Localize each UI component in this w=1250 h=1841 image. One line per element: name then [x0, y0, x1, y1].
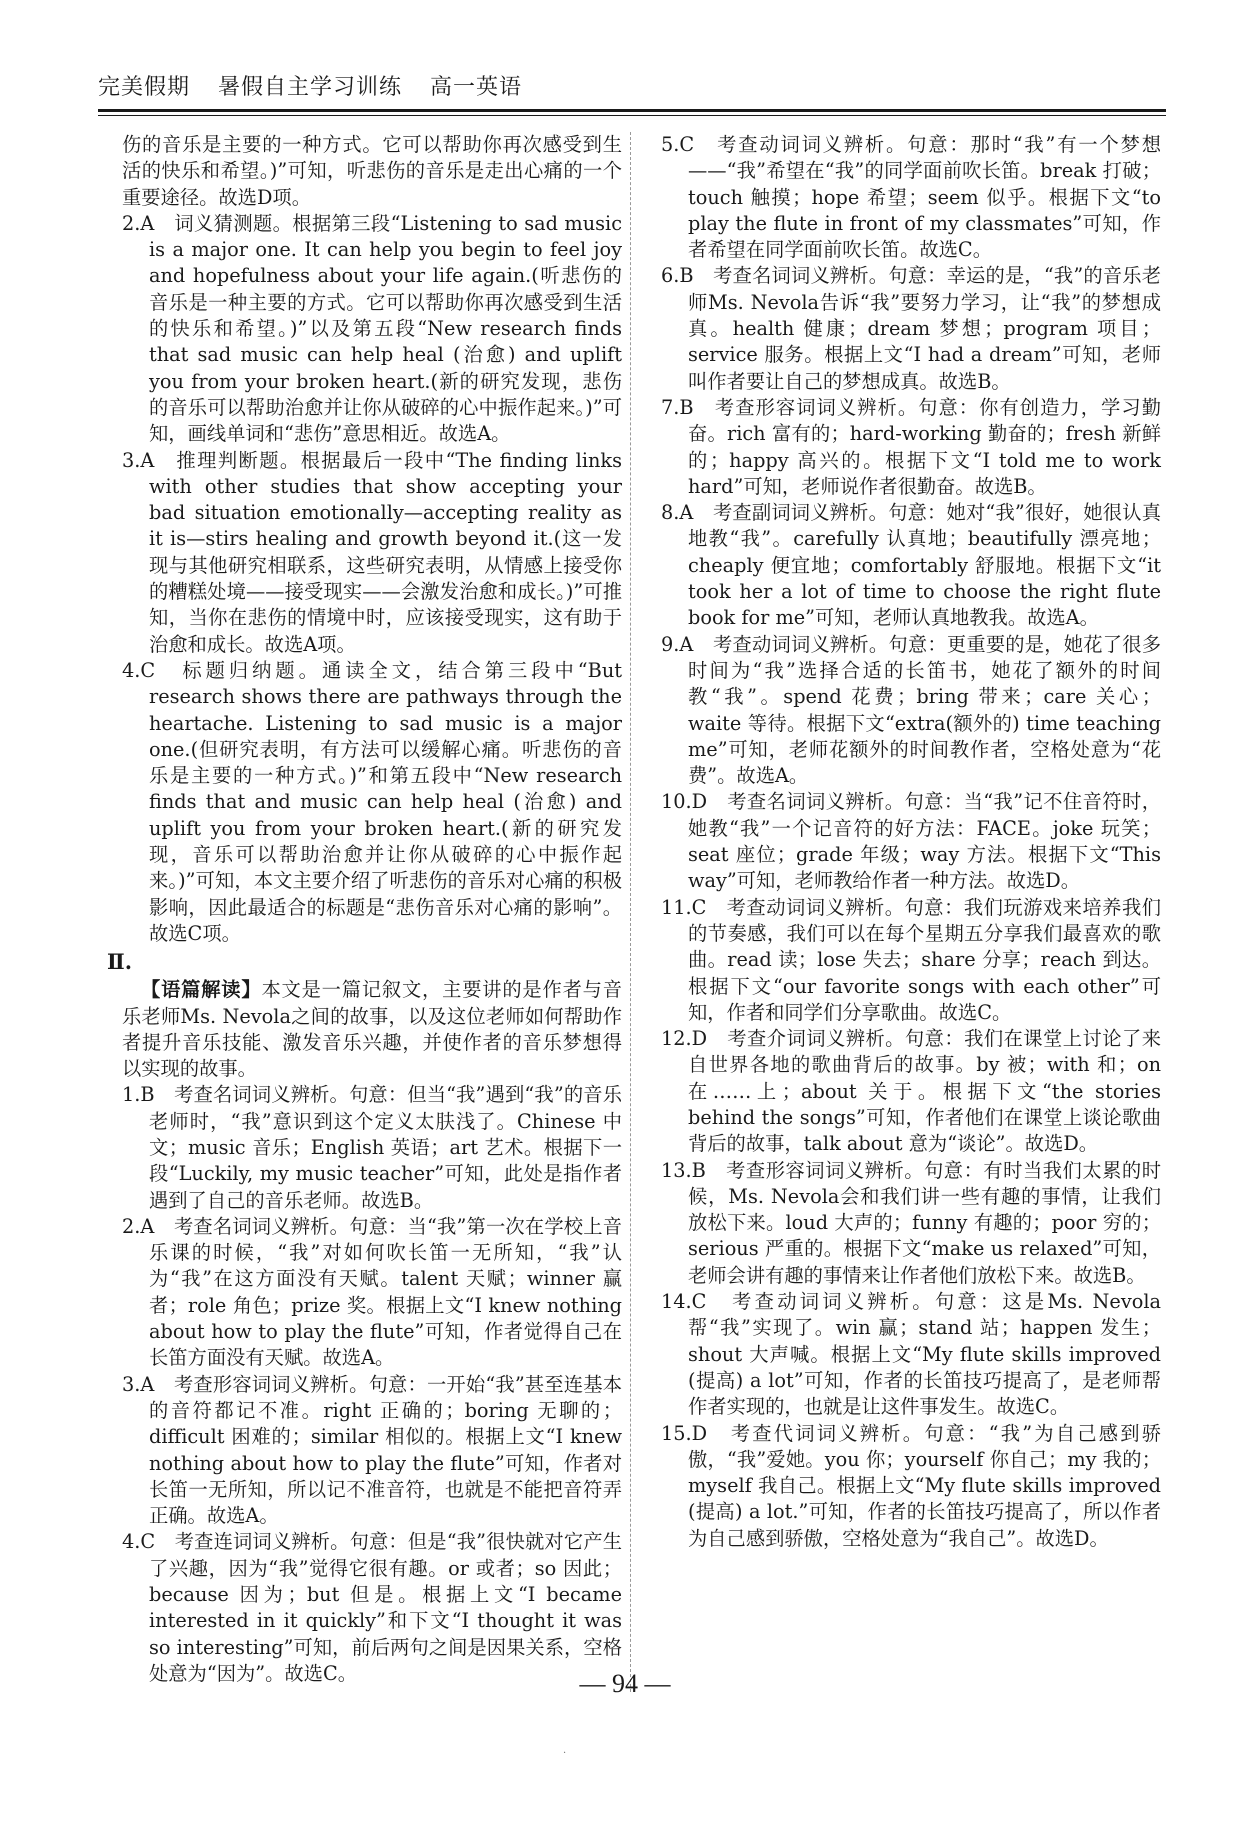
answer-item: 4.C 考查连词词义辨析。句意：但是“我”很快就对它产生了兴趣，因为“我”觉得它很有趣。or 或者；so 因此；because 因为；but 但是。根据上文“I became interested in it quickly”和下文“I thought it was so interesting”可知，前后两句之间是因果关系，空格处意为“因为”。故选C。 [122, 1530, 622, 1685]
continued-paragraph: 伤的音乐是主要的一种方式。它可以帮助你再次感受到生活的快乐和希望。)”可知，听悲伤的音乐是走出心痛的一个重要途径。故选D项。 [122, 133, 622, 209]
answer-item: 3.A 考查形容词词义辨析。句意：一开始“我”甚至连基本的音符都记不准。right 正确的；boring 无聊的；difficult 困难的；similar 相似的。根据上文“I knew nothing about how to play the flute”可知，作者对长笛一无所知，所以记不准音符，也就是不能把音符弄正确。故选A。 [122, 1372, 622, 1528]
running-header [98, 70, 1166, 101]
answer-item: 5.C 考查动词词义辨析。句意：那时“我”有一个梦想——“我”希望在“我”的同学面前吹长笛。break 打破；touch 触摸；hope 希望；seem 似乎。根据下文“to play the flute in front of my classmates”可知，作者希望在同学面前吹长笛。故选C。 [661, 133, 1161, 262]
header-title: 暑假自主学习训练 [218, 75, 403, 100]
passage-analysis-label: 【语篇解读】 [141, 978, 262, 1002]
answer-item: 4.C 标题归纳题。通读全文，结合第三段中“But research shows there are pathways through the heartache. Listening to sad music is a major one.(但研究表明，有方法可以缓解心痛。听悲伤的音乐是主要的一种方式。)”和第五段中“New research finds that and music can help heal (治愈) and uplift you from your broken heart.(新的研究发现，音乐可以帮助治愈并让你从破碎的心中振作起来。)”可知，本文主要介绍了听悲伤的音乐对心痛的积极影响，因此最适合的标题是“悲伤音乐对心痛的影响”。故选C项。 [122, 658, 622, 945]
answer-item: 9.A 考查动词词义辨析。句意：更重要的是，她花了很多时间为“我”选择合适的长笛书，她花了额外的时间教“我”。spend 花费；bring 带来；care 关心；waite 等待。根据下文“extra(额外的) time teaching me”可知，老师花额外的时间教作者，空格处意为“花费”。故选A。 [661, 632, 1161, 788]
right-column [661, 132, 1161, 1552]
answer-item: 8.A 考查副词词义辨析。句意：她对“我”很好，她很认真地教“我”。carefully 认真地；beautifully 漂亮地；cheaply 便宜地；comfortably 舒服地。根据下文“it took her a lot of time to choose the right flute book for me”可知，老师认真地教我。故选A。 [661, 501, 1161, 630]
passage-analysis-text: 本文是一篇记叙文，主要讲的是作者与音乐老师Ms. Nevola之间的故事，以及这位老师如何帮助作者提升音乐技能、激发音乐兴趣，并使作者的音乐梦想得以实现的故事。 [122, 978, 623, 1081]
header-subject: 高一英语 [430, 75, 523, 100]
answer-item: 14.C 考查动词词义辨析。句意：这是Ms. Nevola帮“我”实现了。win 赢；stand 站；happen 发生；shout 大声喊。根据上文“My flute skills improved (提高) a lot”可知，作者的长笛技巧提高了，是老师帮作者实现的，也就是让这件事发生。故选C。 [661, 1290, 1161, 1419]
page-number: — 94 — [579, 1669, 671, 1698]
header-rule-thin [98, 115, 1166, 116]
section-label: Ⅱ. [107, 949, 133, 975]
answer-item: 10.D 考查名词词义辨析。句意：当“我”记不住音符时，她教“我”一个记音符的好方法：FACE。joke 玩笑；seat 座位；grade 年级；way 方法。根据下文“This way”可知，老师教给作者一种方法。故选D。 [661, 790, 1161, 893]
answer-item: 11.C 考查动词词义辨析。句意：我们玩游戏来培养我们的节奏感，我们可以在每个星期五分享我们最喜欢的歌曲。read 读；lose 失去；share 分享；reach 到达。根据下文“our favorite songs with each other”可知，作者和同学们分享歌曲。故选C。 [661, 895, 1161, 1024]
answer-item: 13.B 考查形容词词义辨析。句意：有时当我们太累的时候，Ms. Nevola会和我们讲一些有趣的事情，让我们放松下来。loud 大声的；funny 有趣的；poor 穷的；serious 严重的。根据下文“make us relaxed”可知，老师会讲有趣的事情来让作者他们放松下来。故选B。 [661, 1158, 1161, 1287]
header-rule-thick [98, 109, 1166, 112]
answer-item: 3.A 推理判断题。根据最后一段中“The finding links with other studies that show accepting your bad situation emotionally—accepting reality as it is—stirs healing and growth beyond it.(这一发现与其他研究相联系，这些研究表明，从情感上接受你的糟糕处境——接受现实——会激发治愈和成长。)”可推知，当你在悲伤的情境中时，应该接受现实，这有助于治愈和成长。故选A项。 [122, 448, 622, 656]
answer-item: 7.B 考查形容词词义辨析。句意：你有创造力，学习勤奋。rich 富有的；hard-working 勤奋的；fresh 新鲜的；happy 高兴的。根据下文“I told me to work hard”可知，老师说作者很勤奋。故选B。 [661, 395, 1161, 498]
answer-item: 15.D 考查代词词义辨析。句意：“我”为自己感到骄傲，“我”爱她。you 你；yourself 你自己；my 我的；myself 我自己。根据上文“My flute skills improved (提高) a lot.”可知，作者的长笛技巧提高了，所以作者为自己感到骄傲，空格处意为“我自己”。故选D。 [661, 1421, 1161, 1550]
decorative-dot: · [563, 1748, 567, 1759]
answer-item: 1.B 考查名词词义辨析。句意：但当“我”遇到“我”的音乐老师时，“我”意识到这个定义太肤浅了。Chinese 中文；music 音乐；English 英语；art 艺术。根据下一段“Luckily, my music teacher”可知，此处是指作者遇到了自己的音乐老师。故选B。 [122, 1083, 622, 1212]
left-column [107, 132, 623, 1687]
answer-item: 12.D 考查介词词义辨析。句意：我们在课堂上讨论了来自世界各地的歌曲背后的故事。by 被；with 和；on 在……上；about 关于。根据下文“the stories behind the songs”可知，作者他们在课堂上谈论歌曲背后的故事，talk about 意为“谈论”。故选D。 [661, 1027, 1161, 1156]
answer-item: 2.A 考查名词词义辨析。句意：当“我”第一次在学校上音乐课的时候，“我”对如何吹长笛一无所知，“我”认为“我”在这方面没有天赋。talent 天赋；winner 赢者；role 角色；prize 奖。根据上文“I knew nothing about how to play the flute”可知，作者觉得自己在长笛方面没有天赋。故选A。 [122, 1214, 622, 1370]
passage-analysis [122, 977, 622, 1082]
column-divider [630, 132, 631, 1692]
header-series: 完美假期 [98, 75, 191, 100]
answer-item: 6.B 考查名词词义辨析。句意：幸运的是，“我”的音乐老师Ms. Nevola告诉“我”要努力学习，让“我”的梦想成真。health 健康；dream 梦想；program 项目；service 服务。根据上文“I had a dream”可知，老师叫作者要让自己的梦想成真。故选B。 [661, 264, 1161, 393]
answer-item: 2.A 词义猜测题。根据第三段“Listening to sad music is a major one. It can help you begin to feel joy and hopefulness about your life again.(听悲伤的音乐是一种主要的方式。它可以帮助你再次感受到生活的快乐和希望。)”以及第五段“New research finds that sad music can help heal (治愈) and uplift you from your broken heart.(新的研究发现，悲伤的音乐可以帮助治愈并让你从破碎的心中振作起来。)”可知，画线单词和“悲伤”意思相近。故选A。 [122, 211, 622, 446]
